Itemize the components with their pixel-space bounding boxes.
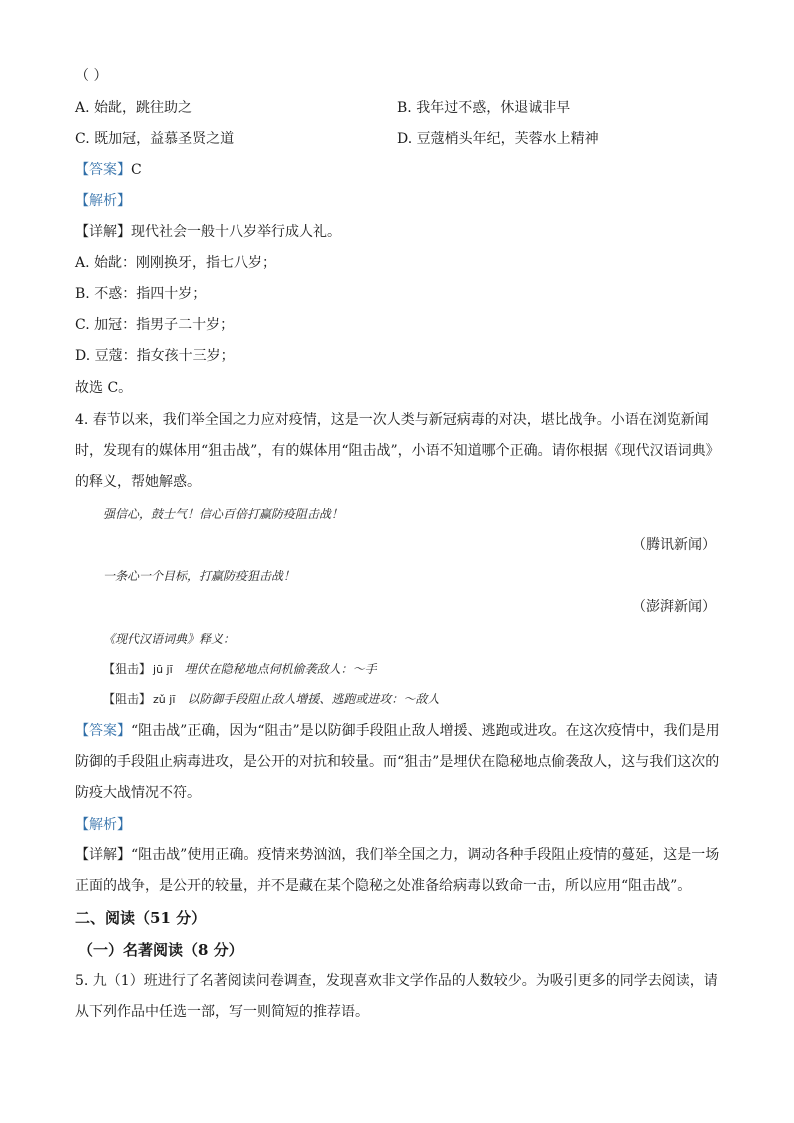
explain-b: B. 不惑：指四十岁； (75, 286, 207, 302)
source-1: （腾讯新闻） (632, 537, 716, 553)
q3-analysis-tag: 【解析】 (75, 193, 131, 209)
dict-title: 《现代汉语词典》释义： (103, 632, 236, 646)
option-b: B. 我年过不惑，休退诚非早 (397, 100, 571, 116)
q4-answer-tag: 【答案】 (75, 723, 131, 739)
section-heading: 二、阅读（51 分） (75, 909, 207, 927)
def1-pinyin: jū jī (153, 663, 173, 676)
option-a: A. 始龀，跳往助之 (75, 100, 193, 116)
q4-detail (75, 840, 721, 902)
explain-c: C. 加冠：指男子二十岁； (75, 317, 235, 333)
def2-text: 以防御手段阻止敌人增援、逃跑或进攻：～敌人 (187, 692, 440, 706)
explain-d: D. 豆蔻：指女孩十三岁； (75, 348, 235, 364)
source-2: （澎湃新闻） (632, 599, 716, 615)
answer-tag: 【答案】 (75, 162, 131, 178)
q4-stem: 4. 春节以来，我们举全国之力应对疫情，这是一次人类与新冠病毒的对决，堪比战争。小语在浏览新闻时，发现有的媒体用“狙击战”，有的媒体用“阻击战”，小语不知道哪个正确。请你根据《现代汉语词典》的释义，帮她解惑。 (75, 412, 720, 490)
answer-paren: （ ） (75, 68, 108, 84)
sub-heading: （一）名著阅读（8 分） (78, 941, 244, 959)
q4-detail-tag: 【详解】 (75, 847, 131, 863)
q3-detail-line (75, 222, 341, 242)
answer-value: C (131, 162, 142, 178)
option-c: C. 既加冠，益慕圣贤之道 (75, 131, 235, 147)
def2-word: 【阻击】 (103, 692, 152, 706)
def2-pinyin: zǔ jī (153, 693, 176, 706)
definition-1 (103, 661, 377, 678)
conclusion: 故选 C。 (75, 380, 133, 396)
q4-analysis-tag: 【解析】 (75, 817, 131, 833)
explain-a: A. 始龀：刚刚换牙，指七八岁； (75, 255, 277, 271)
detail-tag: 【详解】 (75, 224, 131, 240)
q4-answer-text: “阻击战”正确，因为“阻击”是以防御手段阻止敌人增援、逃跑或进攻。在这次疫情中，我们是用防御的手段阻止病毒进攻，是公开的对抗和较量。而“狙击”是埋伏在隐秘地点偷袭敌人，这与我们这次的防疫大战情况不符。 (75, 723, 720, 801)
headline-2: 一条心一个目标，打赢防疫狙击战！ (103, 569, 296, 583)
definition-2 (103, 691, 439, 708)
option-d: D. 豆蔻梢头年纪，芙蓉水上精神 (397, 131, 599, 147)
detail-text: 现代社会一般十八岁举行成人礼。 (131, 224, 341, 240)
q3-answer-line (75, 160, 142, 180)
q4-detail-text: “阻击战”使用正确。疫情来势汹汹，我们举全国之力，调动各种手段阻止疫情的蔓延，这是一场正面的战争，是公开的较量，并不是藏在某个隐秘之处准备给病毒以致命一击，所以应用“阻击战”。 (75, 847, 720, 894)
headline-1: 强信心，鼓士气！信心百倍打赢防疫阻击战！ (103, 507, 344, 521)
def1-word: 【狙击】 (103, 662, 152, 676)
q5-stem: 5. 九（1）班进行了名著阅读问卷调查，发现喜欢非文学作品的人数较少。为吸引更多的同学去阅读，请从下列作品中任选一部，写一则简短的推荐语。 (75, 973, 718, 1020)
q4-answer (75, 716, 721, 809)
def1-text: 埋伏在隐秘地点伺机偷袭敌人：～手 (184, 662, 377, 676)
